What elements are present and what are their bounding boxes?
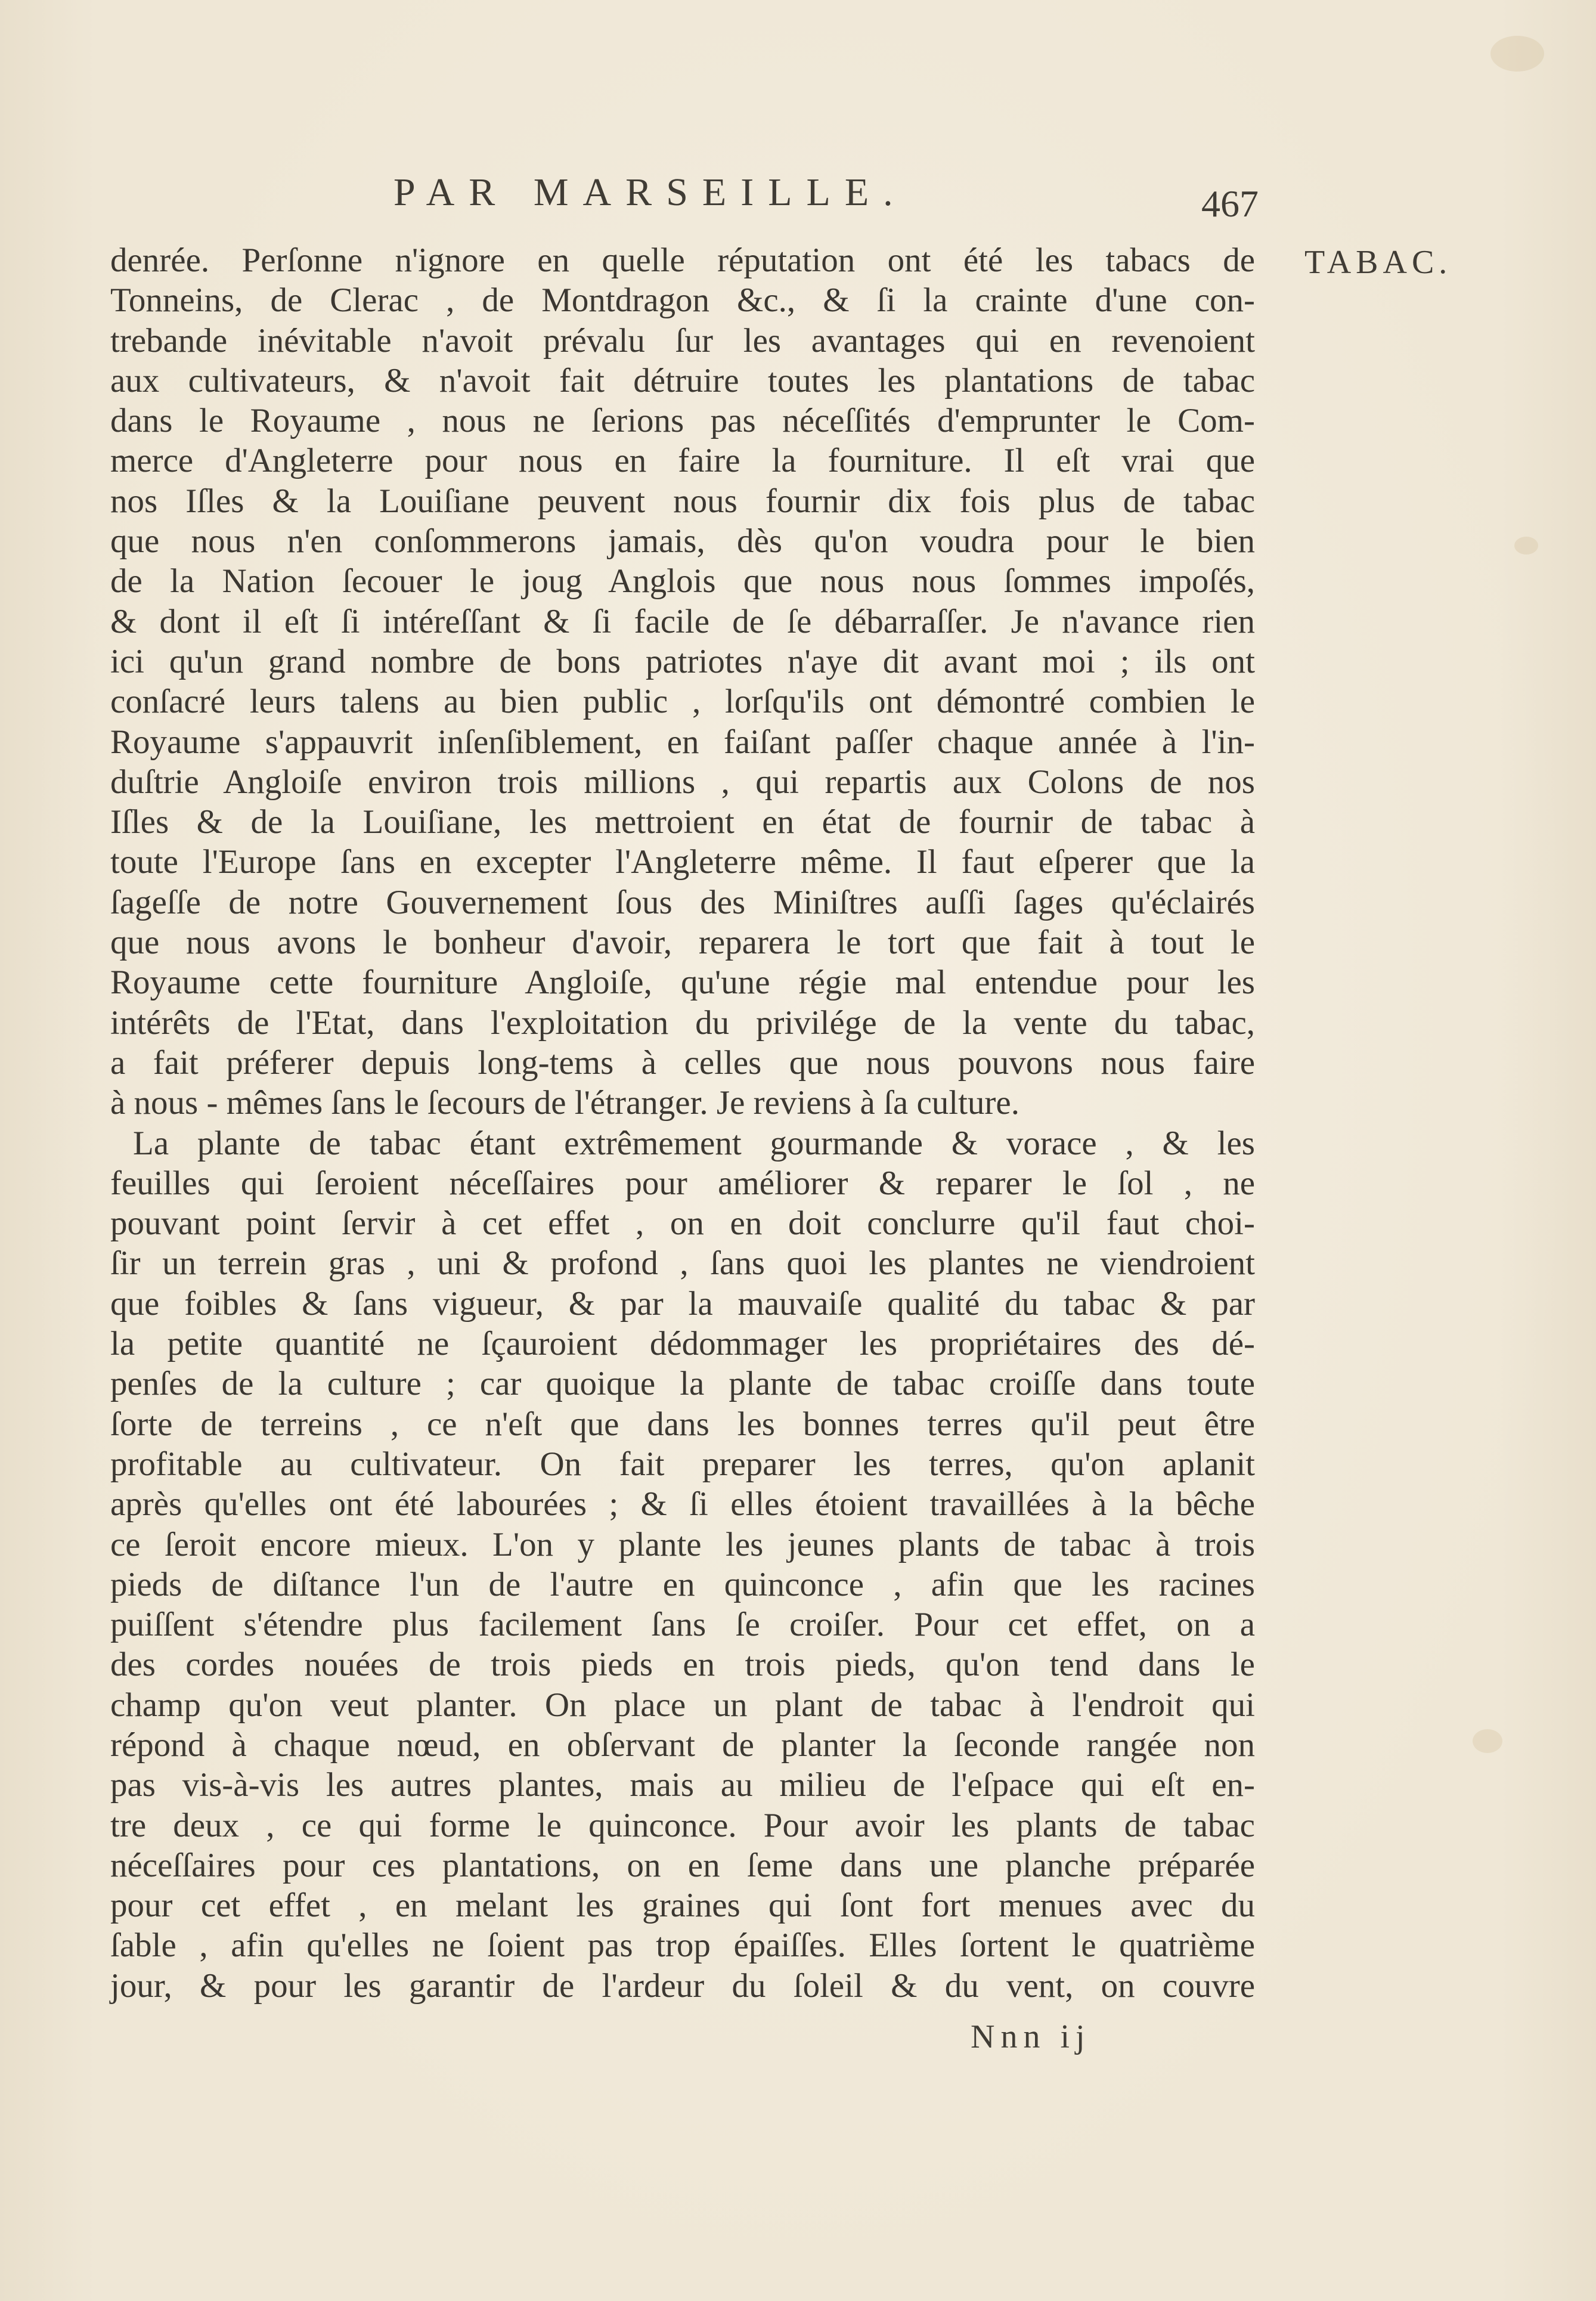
text-line: Tonneins, de Clerac , de Montdragon &c., & ſi la crainte d'une con- xyxy=(110,281,1255,320)
text-line: champ qu'on veut planter. On place un plant de tabac à l'endroit qui xyxy=(110,1686,1255,1724)
text-line: ſorte de terreins , ce n'eſt que dans les bonnes terres qu'il peut être xyxy=(110,1405,1255,1443)
text-line: duſtrie Angloiſe environ trois millions , qui repartis aux Colons de nos xyxy=(110,763,1255,801)
signature-mark: Nnn ij xyxy=(971,2018,1091,2055)
text-line: denrée. Perſonne n'ignore en quelle réputation ont été les tabacs de xyxy=(110,241,1255,279)
text-line: des cordes nouées de trois pieds en trois pieds, qu'on tend dans le xyxy=(110,1646,1255,1684)
text-line: aux cultivateurs, & n'avoit fait détruire toutes les plantations de tabac xyxy=(110,361,1255,399)
text-line: Iſles & de la Louiſiane, les mettroient en état de fournir de tabac à xyxy=(110,803,1255,841)
text-line: & dont il eſt ſi intéreſſant & ſi facile de ſe débarraſſer. Je n'avance rien xyxy=(110,602,1255,640)
text-line: Royaume cette fourniture Angloiſe, qu'une régie mal entendue pour les xyxy=(110,964,1255,1002)
text-line: que foibles & ſans vigueur, & par la mauvaiſe qualité du tabac & par xyxy=(110,1284,1255,1323)
foxing-stain xyxy=(1514,537,1538,555)
text-line: penſes de la culture ; car quoique la plante de tabac croiſſe dans toute xyxy=(110,1365,1255,1403)
paragraph-start-line: La plante de tabac étant extrêmement gourmande & vorace , & les xyxy=(133,1124,1255,1162)
text-line: néceſſaires pour ces plantations, on en ſeme dans une planche préparée xyxy=(110,1846,1255,1884)
text-line: à nous - mêmes ſans le ſecours de l'étranger. Je reviens à ſa culture. xyxy=(110,1084,1019,1122)
text-line: de la Nation ſecouer le joug Anglois que nous nous ſommes impoſés, xyxy=(110,562,1255,600)
running-head: PAR MARSEILLE. xyxy=(393,171,907,214)
text-line: intérêts de l'Etat, dans l'exploitation du privilége de la vente du tabac, xyxy=(110,1004,1255,1042)
text-line: dans le Royaume , nous ne ſerions pas néceſſités d'emprunter le Com- xyxy=(110,402,1255,440)
text-line: ſable , afin qu'elles ne ſoient pas trop épaiſſes. Elles ſortent le quatrième xyxy=(110,1927,1255,1965)
text-line: jour, & pour les garantir de l'ardeur du ſoleil & du vent, on couvre xyxy=(110,1966,1255,2005)
text-line: Royaume s'appauvrit inſenſiblement, en faiſant paſſer chaque année à l'in- xyxy=(110,723,1255,761)
text-line: pour cet effet , en melant les graines qui ſont fort menues avec du xyxy=(110,1887,1255,1925)
text-line: profitable au cultivateur. On fait preparer les terres, qu'on aplanit xyxy=(110,1445,1255,1483)
text-line: puiſſent s'étendre plus facilement ſans ſe croiſer. Pour cet effet, on a xyxy=(110,1606,1255,1644)
foxing-stain xyxy=(1473,1729,1502,1753)
text-line: toute l'Europe ſans en excepter l'Angleterre même. Il faut eſperer que la xyxy=(110,843,1255,881)
text-line: nos Iſles & la Louiſiane peuvent nous fournir dix fois plus de tabac xyxy=(110,482,1255,520)
body-text xyxy=(110,240,1255,2006)
text-line: pieds de diſtance l'un de l'autre en quinconce , afin que les racines xyxy=(110,1565,1255,1603)
text-line: que nous n'en conſommerons jamais, dès qu'on voudra pour le bien xyxy=(110,522,1255,560)
text-line: la petite quantité ne ſçauroient dédommager les propriétaires des dé- xyxy=(110,1325,1255,1363)
text-line: tre deux , ce qui forme le quinconce. Pour avoir les plants de tabac xyxy=(110,1806,1255,1844)
text-line: ſir un terrein gras , uni & profond , ſans quoi les plantes ne viendroient xyxy=(110,1244,1255,1283)
text-line: a fait préferer depuis long-tems à celles que nous pouvons nous faire xyxy=(110,1043,1255,1082)
text-line: que nous avons le bonheur d'avoir, reparera le tort que fait à tout le xyxy=(110,924,1255,962)
margin-note: TABAC. xyxy=(1304,244,1452,281)
text-line: répond à chaque nœud, en obſervant de planter la ſeconde rangée non xyxy=(110,1726,1255,1764)
text-line: ce ſeroit encore mieux. L'on y plante les jeunes plants de tabac à trois xyxy=(110,1525,1255,1563)
text-line: conſacré leurs talens au bien public , lorſqu'ils ont démontré combien le xyxy=(110,683,1255,721)
text-line: après qu'elles ont été labourées ; & ſi elles étoient travaillées à la bêche xyxy=(110,1485,1255,1523)
foxing-stain xyxy=(1490,36,1544,72)
text-line: feuilles qui ſeroient néceſſaires pour améliorer & reparer le ſol , ne xyxy=(110,1164,1255,1202)
text-line: pas vis-à-vis les autres plantes, mais au milieu de l'eſpace qui eſt en- xyxy=(110,1766,1255,1804)
text-line: trebande inévitable n'avoit prévalu ſur les avantages qui en revenoient xyxy=(110,321,1255,360)
text-line: pouvant point ſervir à cet effet , on en doit conclurre qu'il faut choi- xyxy=(110,1204,1255,1243)
text-line: ici qu'un grand nombre de bons patriotes n'aye dit avant moi ; ils ont xyxy=(110,642,1255,680)
text-line: ſageſſe de notre Gouvernement ſous des Miniſtres auſſi ſages qu'éclairés xyxy=(110,883,1255,921)
text-line: merce d'Angleterre pour nous en faire la fourniture. Il eſt vrai que xyxy=(110,442,1255,480)
page-number: 467 xyxy=(1201,182,1259,225)
